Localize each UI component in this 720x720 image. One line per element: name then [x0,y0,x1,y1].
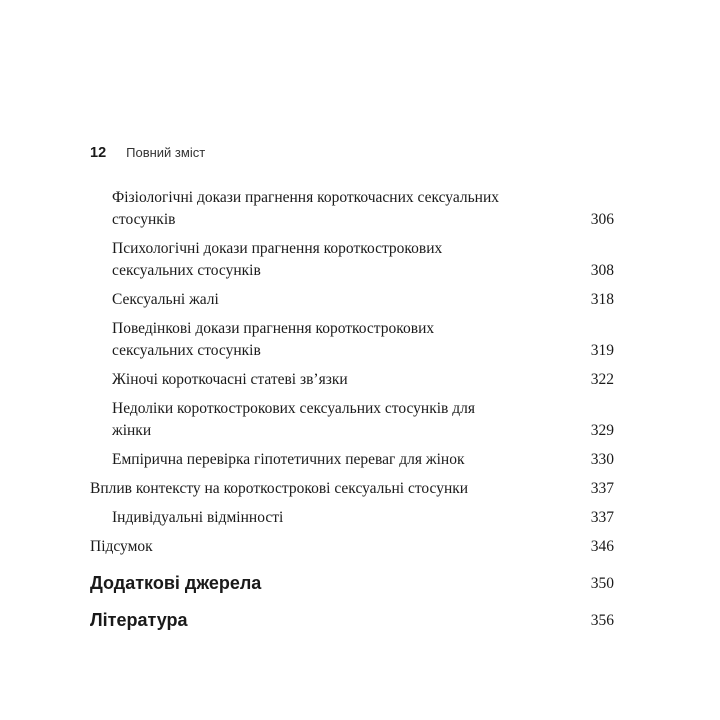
toc-content [90,145,614,639]
running-head-title: Повний зміст [126,145,206,160]
toc-entry-text: Жіночі короткочасні статеві зв’язки [112,371,348,388]
toc-row [90,536,614,558]
running-head [90,145,614,161]
toc-entry-page: 306 [590,211,614,228]
toc-entry-text: Фізіологічні докази прагнення короткочасних сексуальних стосунків [112,189,500,228]
toc-entry-page: 337 [590,480,614,497]
toc-entry-text: Поведінкові докази прагнення короткострокових сексуальних стосунків [112,320,435,359]
toc-entry-text: Психологічні докази прагнення короткострокових сексуальних стосунків [112,240,443,279]
toc-row [90,318,614,362]
toc-entry-text: Додаткові джерела [90,573,262,593]
toc-row [90,238,614,282]
toc-row [90,478,614,500]
toc-entry-page: 329 [590,422,614,439]
toc-entry-text: Підсумок [90,538,153,555]
toc-entry-text: Індивідуальні відмінності [112,509,284,526]
toc-entry-text: Вплив контексту на короткострокові сексуальні стосунки [90,480,469,497]
toc-row [90,507,614,529]
toc-row [90,398,614,442]
toc-entry-page: 337 [590,509,614,526]
toc-entry-page: 322 [590,371,614,388]
toc-row [90,289,614,311]
toc-row [90,571,614,595]
toc-entry-page: 346 [590,538,614,555]
toc-entry-page: 350 [590,575,614,592]
toc-row [90,449,614,471]
toc-entry-page: 318 [590,291,614,308]
toc-entry-text: Сексуальні жалі [112,291,219,308]
toc-entry-page: 319 [590,342,614,359]
toc-entry-text: Література [90,610,188,630]
page-number: 12 [90,145,107,161]
toc-entry-text: Недоліки короткострокових сексуальних стосунків для жінки [112,400,475,439]
toc-entry-page: 356 [590,612,614,629]
toc-entry-page: 308 [590,262,614,279]
toc-entry-page: 330 [590,451,614,468]
toc-entry-text: Емпірична перевірка гіпотетичних переваг для жінок [112,451,465,468]
toc-row [90,608,614,632]
toc-row [90,187,614,231]
toc-row [90,369,614,391]
